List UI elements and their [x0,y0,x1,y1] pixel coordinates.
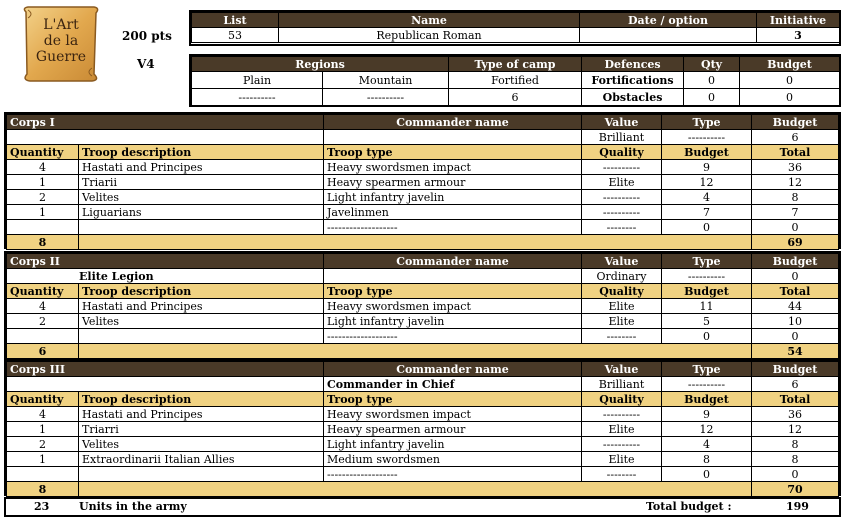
troop-type-header: Troop type [324,145,582,160]
troop-total: 44 [752,299,839,314]
fortifications-label: Fortifications [582,72,684,89]
corps-subtitle[interactable] [7,130,324,145]
troop-budget: 0 [662,467,752,482]
region-2[interactable]: Mountain [323,72,449,89]
troop-quality[interactable]: Elite [582,314,662,329]
troop-total-header: Total [752,392,839,407]
commander-name-cell[interactable] [324,130,582,145]
commander-value-header: Value [582,115,662,130]
troop-budget: 8 [662,452,752,467]
corps-units: 6 [7,344,79,359]
regions-header: Regions [192,57,449,72]
troop-quantity[interactable] [7,220,79,235]
troop-quality[interactable]: -------- [582,467,662,482]
commander-budget: 6 [752,377,839,392]
troop-description[interactable]: Hastati and Principes [79,299,324,314]
corps-total-row [7,344,839,359]
troop-quality[interactable]: Elite [582,175,662,190]
troop-quality[interactable]: -------- [582,220,662,235]
troop-type[interactable]: Javelinmen [324,205,582,220]
troop-type[interactable]: Heavy spearmen armour [324,422,582,437]
commander-budget-header: Budget [752,254,839,269]
corps-units: 8 [7,235,79,250]
commander-name-cell[interactable]: Commander in Chief [324,377,582,392]
troop-total: 0 [752,467,839,482]
troop-budget: 9 [662,160,752,175]
logo-line-2: de la [43,33,79,49]
troop-total-header: Total [752,284,839,299]
initiative-header: Initiative [757,13,840,28]
troop-quality[interactable]: Elite [582,422,662,437]
obstacles-label: Obstacles [582,89,684,106]
troop-type[interactable]: ------------------- [324,329,582,344]
list-header: List [192,13,279,28]
corps-subtitle[interactable] [7,377,324,392]
troop-total: 0 [752,220,839,235]
commander-value[interactable]: Brilliant [582,377,662,392]
regions-table [191,56,840,106]
region-1[interactable]: Plain [192,72,323,89]
troop-budget: 11 [662,299,752,314]
camp-type-value[interactable]: Fortified [449,72,582,89]
corps-units: 8 [7,482,79,497]
troop-quality[interactable]: -------- [582,329,662,344]
troop-budget: 0 [662,329,752,344]
troop-type-header: Troop type [324,284,582,299]
troop-total: 12 [752,175,839,190]
troop-quality[interactable]: Elite [582,299,662,314]
defences-header: Defences [582,57,684,72]
troop-description[interactable]: Triarii [79,175,324,190]
quantity-header: Quantity [7,284,79,299]
troop-budget: 4 [662,437,752,452]
troop-quantity[interactable]: 1 [7,452,79,467]
quality-header: Quality [582,284,662,299]
corps-total: 70 [752,482,839,497]
troop-description[interactable]: Hastati and Principes [79,407,324,422]
troop-row[interactable] [7,299,839,314]
list-table [191,12,840,43]
commander-type-header: Type [662,362,752,377]
obstacles-budget: 0 [740,89,840,106]
obstacles-qty[interactable]: 0 [684,89,740,106]
troop-type[interactable]: Light infantry javelin [324,437,582,452]
troop-type[interactable]: Light infantry javelin [324,314,582,329]
troop-type[interactable]: Heavy swordsmen impact [324,407,582,422]
troop-description[interactable]: Hastati and Principes [79,160,324,175]
troop-budget-header: Budget [662,284,752,299]
commander-value-header: Value [582,254,662,269]
commander-value[interactable]: Ordinary [582,269,662,284]
corps-total-row [7,482,839,497]
troop-total: 36 [752,160,839,175]
commander-name-header: Commander name [324,115,582,130]
total-budget-value: 199 [786,500,809,513]
troop-quantity[interactable]: 2 [7,190,79,205]
troop-quantity[interactable]: 4 [7,160,79,175]
troop-budget: 12 [662,175,752,190]
quality-header: Quality [582,392,662,407]
troop-description[interactable]: Velites [79,314,324,329]
troop-budget-header: Budget [662,392,752,407]
corps-name: Corps II [7,254,324,269]
commander-type[interactable]: ---------- [662,377,752,392]
troop-total: 8 [752,452,839,467]
initiative-value[interactable]: 3 [757,28,840,43]
defence-budget-header: Budget [740,57,840,72]
troop-budget: 12 [662,422,752,437]
troop-description-header: Troop description [79,145,324,160]
date-option-value[interactable] [580,28,757,43]
list-value[interactable]: 53 [192,28,279,43]
region-3[interactable]: ---------- [192,89,323,106]
troop-row[interactable] [7,407,839,422]
total-budget-label: Total budget : [646,500,732,513]
troop-description[interactable] [79,220,324,235]
troop-type[interactable]: Medium swordsmen [324,452,582,467]
troop-type[interactable]: ------------------- [324,467,582,482]
troop-quality[interactable]: ---------- [582,160,662,175]
troop-type[interactable]: Heavy swordsmen impact [324,160,582,175]
camp-type-header: Type of camp [449,57,582,72]
corps-total-spacer [79,344,752,359]
troop-row[interactable] [7,190,839,205]
quantity-header: Quantity [7,392,79,407]
troop-type[interactable]: Heavy spearmen armour [324,175,582,190]
total-units: 23 [34,500,50,513]
troop-description[interactable] [79,467,324,482]
troop-row[interactable] [7,422,839,437]
troop-description[interactable]: Velites [79,190,324,205]
troop-total: 0 [752,329,839,344]
troop-row[interactable] [7,329,839,344]
corps-table [6,114,839,250]
troop-quality[interactable]: ---------- [582,190,662,205]
commander-budget-header: Budget [752,362,839,377]
commander-name-header: Commander name [324,254,582,269]
troop-row[interactable] [7,160,839,175]
troop-row[interactable] [7,205,839,220]
troop-budget: 4 [662,190,752,205]
troop-total: 8 [752,437,839,452]
troop-quality[interactable]: ---------- [582,205,662,220]
corps-total-spacer [79,482,752,497]
troop-total-header: Total [752,145,839,160]
troop-budget: 7 [662,205,752,220]
name-header: Name [279,13,580,28]
troop-description[interactable]: Extraordinarii Italian Allies [79,452,324,467]
troop-description[interactable]: Velites [79,437,324,452]
commander-type-header: Type [662,254,752,269]
version-label: V4 [137,57,155,71]
commander-budget: 6 [752,130,839,145]
corps-table [6,253,839,359]
troop-quantity[interactable]: 2 [7,437,79,452]
troop-type[interactable]: Heavy swordsmen impact [324,299,582,314]
quality-header: Quality [582,145,662,160]
troop-row[interactable] [7,220,839,235]
qty-header: Qty [684,57,740,72]
troop-description[interactable]: Triarri [79,422,324,437]
fortifications-budget: 0 [740,72,840,89]
troop-row[interactable] [7,314,839,329]
date-option-header: Date / option [580,13,757,28]
corps-total: 54 [752,344,839,359]
corps-table [6,361,839,497]
corps-name: Corps I [7,115,324,130]
troop-quantity[interactable]: 1 [7,422,79,437]
troop-description[interactable] [79,329,324,344]
troop-type[interactable]: ------------------- [324,220,582,235]
points-label: 200 pts [122,29,172,43]
troop-quality[interactable]: ---------- [582,437,662,452]
troop-quantity[interactable]: 1 [7,175,79,190]
troop-total: 7 [752,205,839,220]
corps-total-row [7,235,839,250]
troop-quantity[interactable]: 4 [7,407,79,422]
commander-type[interactable]: ---------- [662,269,752,284]
commander-name-cell[interactable] [324,269,582,284]
commander-value[interactable]: Brilliant [582,130,662,145]
corps-subtitle[interactable]: Elite Legion [7,269,324,284]
region-4[interactable]: ---------- [323,89,449,106]
troop-budget-header: Budget [662,145,752,160]
commander-value-header: Value [582,362,662,377]
troop-description-header: Troop description [79,284,324,299]
logo-line-3: Guerre [35,49,87,65]
troop-total: 12 [752,422,839,437]
troop-total: 10 [752,314,839,329]
troop-description-header: Troop description [79,392,324,407]
troop-description[interactable]: Liguarians [79,205,324,220]
corps-name: Corps III [7,362,324,377]
troop-budget: 0 [662,220,752,235]
corps-total-spacer [79,235,752,250]
commander-type-header: Type [662,115,752,130]
troop-quantity[interactable]: 4 [7,299,79,314]
troop-type[interactable]: Light infantry javelin [324,190,582,205]
troop-type-header: Troop type [324,392,582,407]
corps-total: 69 [752,235,839,250]
commander-budget-header: Budget [752,115,839,130]
troop-quality[interactable]: ---------- [582,407,662,422]
commander-budget: 0 [752,269,839,284]
troop-quality[interactable]: Elite [582,452,662,467]
logo [20,4,102,84]
troop-total: 36 [752,407,839,422]
commander-name-header: Commander name [324,362,582,377]
logo-line-1: L'Art [43,17,79,33]
troop-total: 8 [752,190,839,205]
name-value[interactable]: Republican Roman [279,28,580,43]
total-units-label: Units in the army [79,500,187,513]
fortifications-qty[interactable]: 0 [684,72,740,89]
troop-quantity[interactable] [7,467,79,482]
troop-row[interactable] [7,467,839,482]
troop-quantity[interactable] [7,329,79,344]
camp-budget-value: 6 [449,89,582,106]
troop-budget: 9 [662,407,752,422]
troop-row[interactable] [7,437,839,452]
troop-row[interactable] [7,452,839,467]
commander-type[interactable]: ---------- [662,130,752,145]
troop-row[interactable] [7,175,839,190]
quantity-header: Quantity [7,145,79,160]
troop-quantity[interactable]: 2 [7,314,79,329]
troop-quantity[interactable]: 1 [7,205,79,220]
troop-budget: 5 [662,314,752,329]
